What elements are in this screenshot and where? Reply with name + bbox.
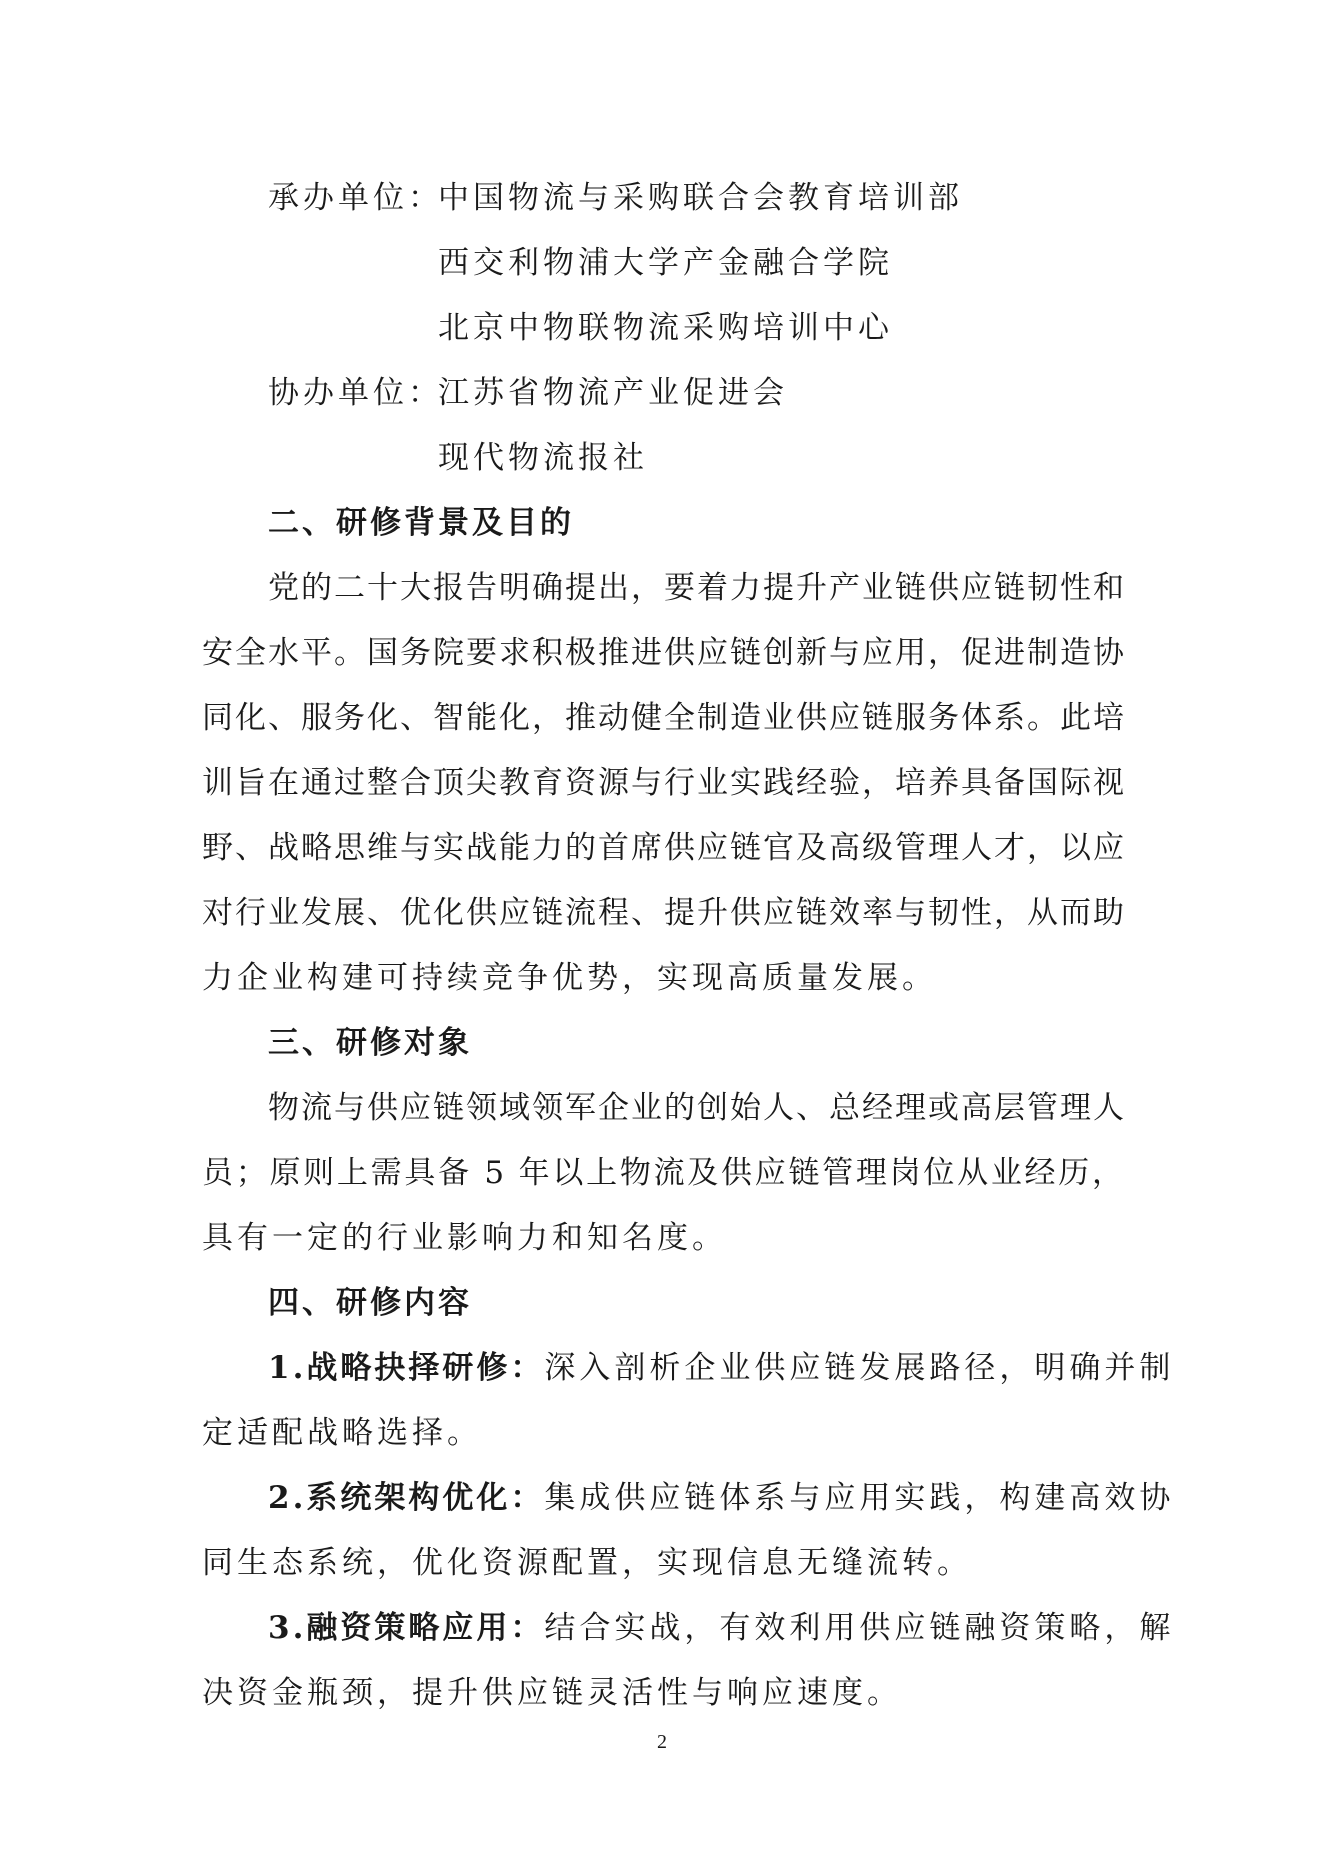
content-item-text: 集成供应链体系与应用实践，构建高效协 — [544, 1480, 1175, 1516]
paragraph-line: 安全水平。国务院要求积极推进供应链创新与应用，促进制造协 — [202, 635, 1126, 671]
page-number: 2 — [657, 1731, 667, 1753]
section-heading-content: 四、研修内容 — [268, 1285, 472, 1321]
host-label: 承办单位： — [268, 180, 443, 216]
content-item-1 — [268, 1348, 1175, 1388]
paragraph-line: 党的二十大报告明确提出，要着力提升产业链供应链韧性和 — [268, 570, 1126, 606]
paragraph-line: 野、战略思维与实战能力的首席供应链官及高级管理人才，以应 — [202, 830, 1126, 866]
section-heading-background: 二、研修背景及目的 — [268, 505, 574, 541]
content-item-text: 深入剖析企业供应链发展路径，明确并制 — [544, 1350, 1175, 1386]
paragraph-line: 物流与供应链领域领军企业的创始人、总经理或高层管理人 — [268, 1090, 1126, 1126]
host-org-3: 北京中物联物流采购培训中心 — [438, 310, 893, 346]
content-item-2 — [268, 1478, 1175, 1518]
host-org-2: 西交利物浦大学产金融合学院 — [438, 245, 893, 281]
co-host-org-2: 现代物流报社 — [438, 440, 648, 476]
paragraph-line: 训旨在通过整合顶尖教育资源与行业实践经验，培养具备国际视 — [202, 765, 1126, 801]
paragraph-line: 具有一定的行业影响力和知名度。 — [202, 1220, 727, 1256]
paragraph-line: 定适配战略选择。 — [202, 1415, 482, 1451]
paragraph-line: 同生态系统，优化资源配置，实现信息无缝流转。 — [202, 1545, 972, 1581]
paragraph-line: 员；原则上需具备 5 年以上物流及供应链管理岗位从业经历， — [202, 1155, 1125, 1191]
paragraph-line: 力企业构建可持续竞争优势，实现高质量发展。 — [202, 960, 937, 996]
section-heading-audience: 三、研修对象 — [268, 1025, 472, 1061]
co-host-org-1: 江苏省物流产业促进会 — [438, 375, 788, 411]
paragraph-line: 同化、服务化、智能化，推动健全制造业供应链服务体系。此培 — [202, 700, 1126, 736]
content-item-title: 1.战略抉择研修： — [268, 1350, 545, 1386]
content-item-3 — [268, 1608, 1175, 1648]
content-item-title: 3.融资策略应用： — [268, 1610, 545, 1646]
content-item-text: 结合实战，有效利用供应链融资策略，解 — [544, 1610, 1175, 1646]
host-org-1: 中国物流与采购联合会教育培训部 — [438, 180, 963, 216]
paragraph-line: 决资金瓶颈，提升供应链灵活性与响应速度。 — [202, 1675, 902, 1711]
co-host-label: 协办单位： — [268, 375, 443, 411]
content-item-title: 2.系统架构优化： — [268, 1480, 545, 1516]
paragraph-line: 对行业发展、优化供应链流程、提升供应链效率与韧性，从而助 — [202, 895, 1126, 931]
